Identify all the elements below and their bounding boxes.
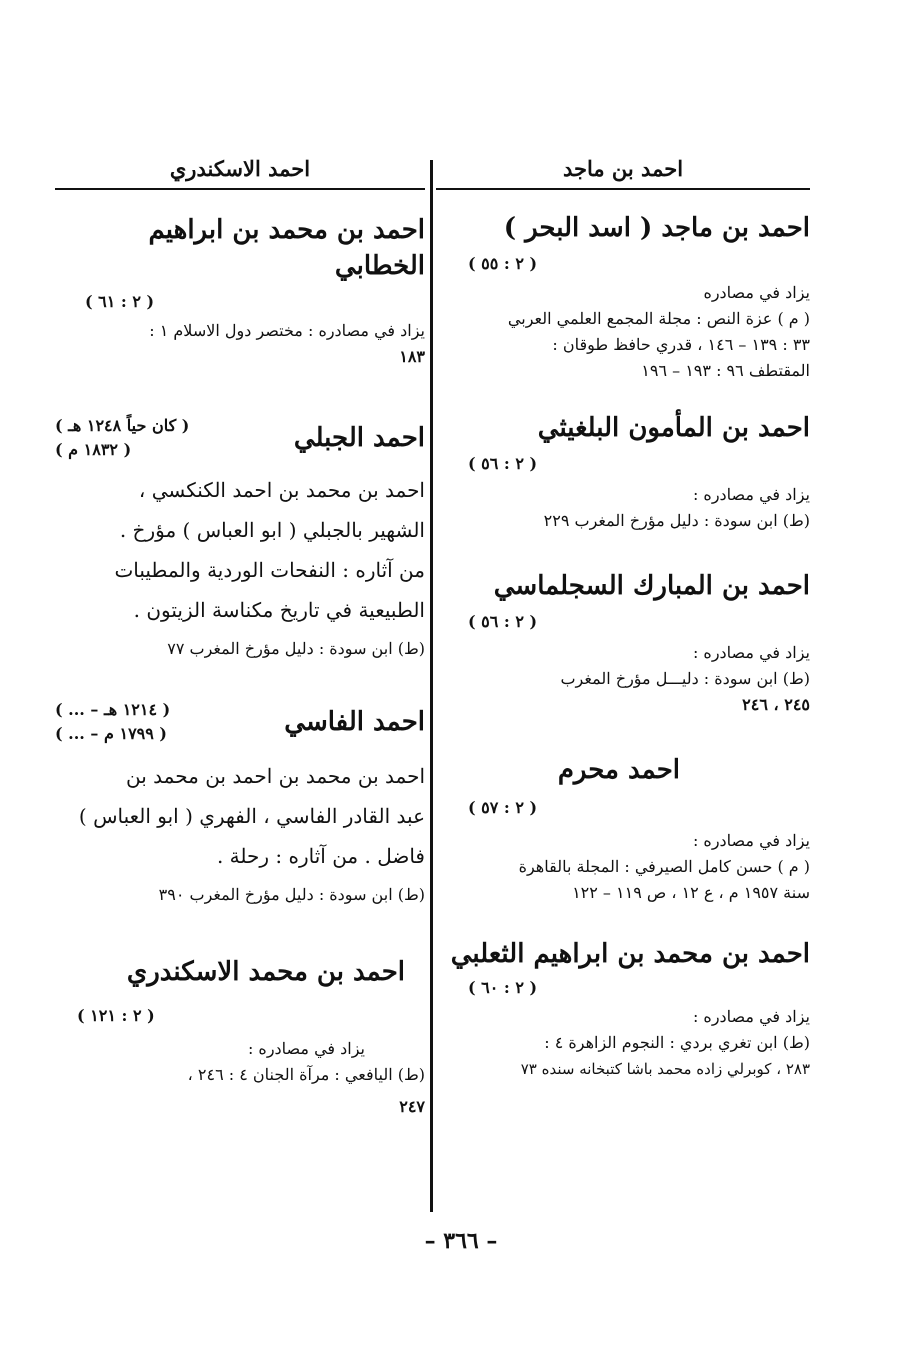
entry-ibn-majid	[438, 210, 810, 384]
volume-reference: ( ٢ : ٥٦ )	[468, 612, 538, 631]
volume-reference: ( ٢ : ٦١ )	[85, 292, 155, 311]
entry-balghithi	[438, 410, 810, 534]
sources-line: ٣٣ : ١٣٩ – ١٤٦ ، قدري حافظ طوقان :	[552, 335, 810, 354]
sources-line: (ط) ابن سودة : دليـــل مؤرخ المغرب	[560, 669, 810, 688]
sources-line: (ط) ابن سودة : دليل مؤرخ المغرب ٢٢٩	[543, 511, 810, 530]
entry-title: احمد محرم	[557, 755, 680, 785]
title-dates-row	[55, 698, 425, 746]
biography-line: احمد بن محمد بن احمد بن محمد بن	[126, 764, 425, 788]
sources-line: يزاد في مصادره :	[692, 485, 810, 504]
dates-hijri: ( كان حياً ١٢٤٨ هـ )	[55, 416, 190, 435]
entry-title: احمد الفاسي	[284, 707, 425, 737]
sources-line: (ط) ابن تغري بردي : النجوم الزاهرة ٤ :	[544, 1033, 810, 1052]
sources-line: ٢٤٥ ، ٢٤٦	[742, 695, 810, 714]
biography-line: احمد بن محمد بن احمد الكنكسي ،	[138, 478, 425, 502]
entry-title: احمد بن المأمون البلغيثي	[537, 413, 810, 443]
dates-hijri: ( ... – ١٢١٤ هـ )	[55, 700, 171, 719]
right-column-header: احمد بن ماجد	[436, 150, 810, 190]
entry-title: احمد بن ماجد ( اسد البحر )	[503, 213, 810, 243]
sources-line: ( م ) عزة النص : مجلة المجمع العلمي العربي	[507, 309, 810, 328]
column-divider	[430, 160, 433, 1212]
right-column	[438, 150, 810, 1082]
entry-fasi	[55, 698, 425, 908]
entry-title: احمد الجبلي	[293, 423, 425, 453]
entry-iskandari	[55, 954, 425, 1120]
biography-line: فاضل . من آثاره : رحلة .	[216, 844, 425, 868]
entry-title: احمد بن محمد بن ابراهيم الثعلبي	[450, 939, 810, 969]
sources-line: يزاد في مصادره :	[692, 831, 810, 850]
dates-gregorian: ( ... – ١٧٩٩ م )	[55, 724, 167, 743]
entry-thalabi	[438, 936, 810, 1082]
volume-reference: ( ٢ : ١٢١ )	[77, 1006, 155, 1025]
sources-line: يزاد في مصادره :	[692, 1007, 810, 1026]
left-column	[55, 150, 425, 1120]
sources-line: ١٨٣	[399, 347, 425, 366]
dates-gregorian: ( ١٨٣٢ م )	[55, 440, 132, 459]
entry-muharram	[438, 752, 810, 906]
entry-title: احمد بن المبارك السجلماسي	[493, 571, 810, 601]
volume-reference: ( ٢ : ٥٧ )	[468, 798, 538, 817]
sources-line: (ط) اليافعي : مرآة الجنان ٤ : ٢٤٦ ،	[187, 1065, 425, 1084]
source-line: (ط) ابن سودة : دليل مؤرخ المغرب ٧٧	[167, 639, 425, 658]
sources-line: ٢٨٣ ، كوبرلي زاده محمد باشا كتبخانه سنده ٧٣	[520, 1060, 810, 1078]
biography-line: الطبيعية في تاريخ مكناسة الزيتون .	[133, 598, 425, 622]
sources-line: يزاد في مصادره : مختصر دول الاسلام ١ :	[149, 321, 425, 340]
sources-line: المقتطف ٩٦ : ١٩٣ – ١٩٦	[641, 361, 810, 380]
sources-line: ( م ) حسن كامل الصيرفي : المجلة بالقاهرة	[518, 857, 810, 876]
source-line: (ط) ابن سودة : دليل مؤرخ المغرب ٣٩٠	[158, 885, 425, 904]
page-number: – ٣٦٦ –	[424, 1228, 498, 1254]
sources-line: يزاد في مصادره :	[247, 1039, 365, 1058]
entry-sijilmasi	[438, 568, 810, 718]
volume-reference: ( ٢ : ٦٠ )	[468, 978, 538, 997]
sources-line: سنة ١٩٥٧ م ، ع ١٢ ، ص ١١٩ – ١٢٢	[572, 883, 810, 902]
sources-line: ٢٤٧	[399, 1097, 425, 1116]
dates-block	[55, 414, 275, 462]
biography-line: عبد القادر الفاسي ، الفهري ( ابو العباس )	[78, 804, 425, 828]
sources-line: يزاد في مصادره	[703, 283, 810, 302]
dates-block	[55, 698, 275, 746]
entry-title: احمد بن محمد بن ابراهيم الخطابي	[148, 215, 425, 281]
entry-title: احمد بن محمد الاسكندري	[126, 957, 405, 987]
sources-line: يزاد في مصادره :	[692, 643, 810, 662]
title-dates-row	[55, 414, 425, 462]
entry-khattabi	[55, 212, 425, 370]
biography-line: الشهير بالجبلي ( ابو العباس ) مؤرخ .	[119, 518, 425, 542]
biography-line: من آثاره : النفحات الوردية والمطيبات	[114, 558, 425, 582]
volume-reference: ( ٢ : ٥٦ )	[468, 454, 538, 473]
volume-reference: ( ٢ : ٥٥ )	[468, 254, 538, 273]
entry-jabli	[55, 414, 425, 662]
left-column-header: احمد الاسكندري	[55, 150, 425, 190]
